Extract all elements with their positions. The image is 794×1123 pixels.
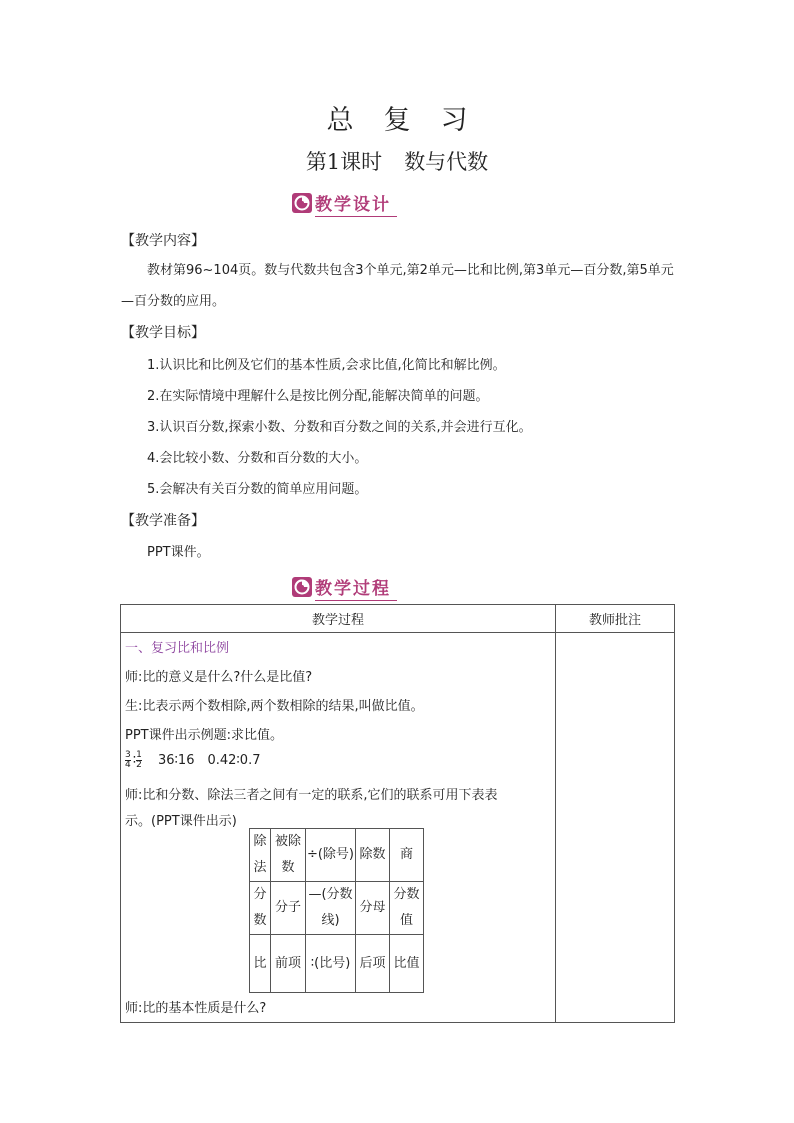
prep-heading: 【教学准备】 <box>121 513 205 529</box>
banner-teaching-design <box>292 191 397 215</box>
relation-cell: ∶(比号) <box>306 935 356 993</box>
dialog-line: 生:比表示两个数相除,两个数相除的结果,叫做比值。 <box>125 699 424 714</box>
relation-cell: 除数 <box>356 829 390 882</box>
example-expressions <box>125 749 260 770</box>
goal-item: 5.会解决有关百分数的简单应用问题。 <box>147 482 368 497</box>
relation-cell: 后项 <box>356 935 390 993</box>
section-title: 一、复习比和比例 <box>125 641 230 656</box>
column-header-process: 教学过程 <box>121 605 556 633</box>
lesson-number: 第1课时 <box>305 150 383 174</box>
lesson-topic: 数与代数 <box>404 150 489 174</box>
relation-cell: ÷(除号) <box>306 829 356 882</box>
fraction: $\frac{1}{2}$ <box>136 750 142 770</box>
relation-cell: 比 <box>250 935 271 993</box>
dialog-line: 示。(PPT课件出示) <box>125 814 237 829</box>
dialog-line: 师:比的意义是什么?什么是比值? <box>125 670 313 685</box>
process-table <box>120 604 675 1023</box>
relation-cell: 除法 <box>250 829 271 882</box>
flower-logo-icon <box>292 577 312 597</box>
relation-cell: 分母 <box>356 882 390 935</box>
banner-teaching-process <box>292 575 397 599</box>
goal-item: 3.认识百分数,探索小数、分数和百分数之间的关系,并会进行互化。 <box>147 420 532 435</box>
content-text <box>121 255 681 317</box>
notes-cell <box>556 633 675 1023</box>
dialog-line: 师:比和分数、除法三者之间有一定的联系,它们的联系可用下表表 <box>125 788 498 803</box>
relation-cell: 被除数 <box>271 829 306 882</box>
relation-cell: 分子 <box>271 882 306 935</box>
page-title: 总复习 <box>326 105 498 136</box>
goal-item: 1.认识比和比例及它们的基本性质,会求比值,化简比和解比例。 <box>147 358 506 373</box>
banner-label: 教学设计 <box>315 190 397 217</box>
relation-cell: 前项 <box>271 935 306 993</box>
goal-item: 2.在实际情境中理解什么是按比例分配,能解决简单的问题。 <box>147 389 489 404</box>
relation-cell: —(分数线) <box>306 882 356 935</box>
flower-logo-icon <box>292 193 312 213</box>
goals-heading: 【教学目标】 <box>121 325 205 341</box>
lesson-subtitle <box>0 146 794 176</box>
relation-cell: 分数 <box>250 882 271 935</box>
example-rest: 36∶16 0.42∶0.7 <box>158 753 261 768</box>
prep-text: PPT课件。 <box>147 545 210 560</box>
banner-label: 教学过程 <box>315 574 397 601</box>
column-header-notes: 教师批注 <box>556 605 675 633</box>
relation-cell: 比值 <box>390 935 424 993</box>
content-text-body: 教材第96~104页。数与代数共包含3个单元,第2单元—比和比例,第3单元—百分数,第5单元—百分数的应用。 <box>121 263 674 309</box>
fraction: $\frac{3}{4}$ <box>125 750 131 770</box>
process-cell <box>121 633 556 1023</box>
ratio-colon: ∶ <box>132 753 137 768</box>
content-heading: 【教学内容】 <box>121 233 205 249</box>
dialog-line: PPT课件出示例题:求比值。 <box>125 728 283 743</box>
goal-item: 4.会比较小数、分数和百分数的大小。 <box>147 451 368 466</box>
relation-table <box>249 828 424 993</box>
relation-cell: 分数值 <box>390 882 424 935</box>
relation-cell: 商 <box>390 829 424 882</box>
dialog-line: 师:比的基本性质是什么? <box>125 1001 267 1016</box>
